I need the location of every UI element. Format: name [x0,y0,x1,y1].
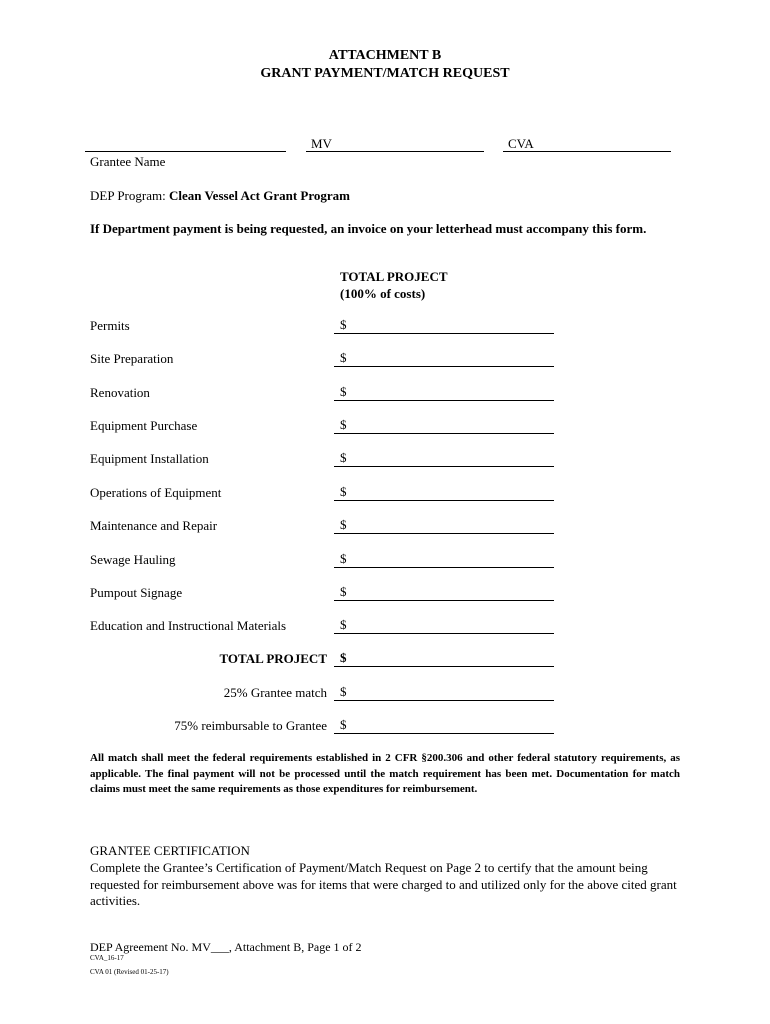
reimbursable-label: 75% reimbursable to Grantee [174,718,327,733]
amount-field-grantee-match[interactable] [334,685,554,701]
amount-field-equipment-installation[interactable] [334,451,554,467]
dollar-sign: $ [340,584,347,599]
total-project-label: TOTAL PROJECT [219,651,327,666]
dollar-sign: $ [340,350,347,365]
amount-field-reimbursable[interactable] [334,718,554,734]
dep-program [90,188,350,204]
amount-field-site-preparation[interactable] [334,351,554,367]
dollar-sign: $ [340,617,347,632]
cost-item-renovation: Renovation [90,385,150,400]
dollar-sign: $ [340,450,347,465]
total-project-header: TOTAL PROJECT [340,269,448,284]
cost-item-equipment-installation: Equipment Installation [90,451,209,466]
amount-field-permits[interactable] [334,318,554,334]
footer-agreement: DEP Agreement No. MV___, Attachment B, Page 1 of 2 [90,940,362,954]
cost-item-equipment-purchase: Equipment Purchase [90,418,198,433]
dollar-sign: $ [340,684,347,699]
amount-field-education-materials[interactable] [334,618,554,634]
document-title: ATTACHMENT B [328,48,442,63]
cost-item-education-materials: Education and Instructional Materials [90,618,287,633]
amount-field-renovation[interactable] [334,385,554,401]
dollar-sign: $ [340,384,347,399]
certification-heading: GRANTEE CERTIFICATION [90,843,250,858]
grantee-name-label: Grantee Name [90,154,166,169]
dollar-sign: $ [340,484,347,499]
cost-item-maintenance-and-repair: Maintenance and Repair [90,518,218,533]
dollar-sign: $ [340,650,347,665]
cost-item-permits: Permits [90,318,130,333]
amount-field-equipment-purchase[interactable] [334,418,554,434]
grantee-match-label: 25% Grantee match [223,685,327,700]
amount-field-pumpout-signage[interactable] [334,585,554,601]
cva-label: CVA [508,136,534,151]
footer-form-code: CVA_16-17 [90,954,124,962]
grantee-name-field[interactable] [85,136,286,152]
amount-field-total-project[interactable] [334,651,554,667]
dep-program-value: Clean Vessel Act Grant Program [168,188,350,203]
dollar-sign: $ [340,317,347,332]
dollar-sign: $ [340,417,347,432]
dep-program-label: DEP Program: [90,188,169,203]
cost-item-site-preparation: Site Preparation [90,351,174,366]
dollar-sign: $ [340,517,347,532]
certification-text: Complete the Grantee’s Certification of Payment/Match Request on Page 2 to certify that the amount being requested for reimbursement above was for items that were charged to and utilized only for the above cited grant activities. [90,860,677,908]
cva-number-field[interactable] [503,136,671,152]
amount-field-sewage-hauling[interactable] [334,552,554,568]
mv-number-field[interactable] [306,136,484,152]
amount-field-maintenance-and-repair[interactable] [334,518,554,534]
cost-item-operations-of-equipment: Operations of Equipment [90,485,222,500]
dollar-sign: $ [340,717,347,732]
cost-item-pumpout-signage: Pumpout Signage [90,585,183,600]
dollar-sign: $ [340,551,347,566]
amount-field-operations-of-equipment[interactable] [334,485,554,501]
mv-label: MV [311,136,332,151]
footer-revision: CVA 01 (Revised 01-25-17) [90,968,169,976]
match-requirements-notice: All match shall meet the federal requirements established in 2 CFR §200.306 and other federal statutory requirements, as applicable. The final payment will not be processed until the match requirement has been met. Documentation for match claims must meet the same requirements as those expenditures for reimbursement. [90,752,680,795]
document-subtitle: GRANT PAYMENT/MATCH REQUEST [260,66,510,81]
invoice-notice: If Department payment is being requested, an invoice on your letterhead must accompany this form. [90,221,647,236]
cost-item-sewage-hauling: Sewage Hauling [90,552,176,567]
total-project-subheader: (100% of costs) [340,286,426,301]
